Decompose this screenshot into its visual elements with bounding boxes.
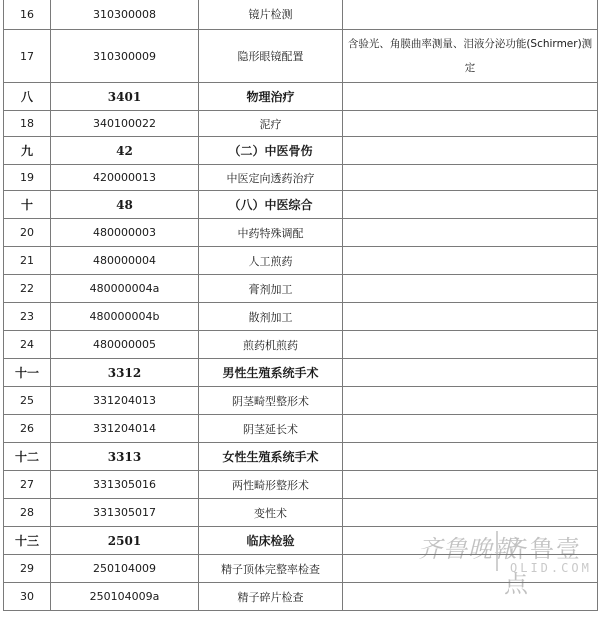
cell-serial-number: 29 [4, 555, 51, 583]
cell-item-code: 340100022 [51, 111, 199, 137]
table-row [4, 111, 598, 137]
category-row [4, 443, 598, 471]
cell-item-code: 48 [51, 191, 199, 219]
cell-item-code: 331305016 [51, 471, 199, 499]
cell-item-name: 两性畸形整形术 [199, 471, 343, 499]
cell-serial-number: 20 [4, 219, 51, 247]
cell-item-name: 精子碎片检查 [199, 583, 343, 611]
watermark-newspaper-name: 齐鲁晚報 [418, 535, 518, 563]
cell-item-name: 泥疗 [199, 111, 343, 137]
cell-serial-number: 27 [4, 471, 51, 499]
cell-note [343, 387, 598, 415]
cell-serial-number: 25 [4, 387, 51, 415]
table-row [4, 275, 598, 303]
table-row [4, 303, 598, 331]
cell-item-code: 420000013 [51, 165, 199, 191]
cell-note [343, 415, 598, 443]
cell-item-name: （八）中医综合 [199, 191, 343, 219]
cell-item-code: 3313 [51, 443, 199, 471]
cell-item-code: 331305017 [51, 499, 199, 527]
cell-serial-number: 28 [4, 499, 51, 527]
cell-item-name: 物理治疗 [199, 83, 343, 111]
cell-item-code: 480000005 [51, 331, 199, 359]
cell-serial-number: 21 [4, 247, 51, 275]
cell-note [343, 331, 598, 359]
cell-item-code: 480000004 [51, 247, 199, 275]
table-row [4, 415, 598, 443]
cell-item-code: 480000004a [51, 275, 199, 303]
cell-item-code: 310300008 [51, 0, 199, 30]
cell-note [343, 471, 598, 499]
cell-item-name: 男性生殖系统手术 [199, 359, 343, 387]
category-row [4, 83, 598, 111]
category-row [4, 137, 598, 165]
watermark-logo [418, 525, 598, 598]
cell-note [343, 83, 598, 111]
cell-serial-number: 十二 [4, 443, 51, 471]
cell-serial-number: 18 [4, 111, 51, 137]
cell-item-code: 250104009 [51, 555, 199, 583]
table-row [4, 471, 598, 499]
cell-item-name: 临床检验 [199, 527, 343, 555]
table-row [4, 219, 598, 247]
cell-note [343, 275, 598, 303]
cell-note [343, 247, 598, 275]
cell-serial-number: 19 [4, 165, 51, 191]
cell-item-code: 331204014 [51, 415, 199, 443]
cell-serial-number: 26 [4, 415, 51, 443]
cell-item-name: 中药特殊调配 [199, 219, 343, 247]
fee-items-table [3, 0, 598, 611]
cell-item-code: 331204013 [51, 387, 199, 415]
cell-note [343, 191, 598, 219]
cell-serial-number: 17 [4, 30, 51, 83]
cell-serial-number: 八 [4, 83, 51, 111]
cell-item-name: 中医定向透药治疗 [199, 165, 343, 191]
cell-item-name: （二）中医骨伤 [199, 137, 343, 165]
cell-note [343, 111, 598, 137]
cell-item-code: 3312 [51, 359, 199, 387]
cell-item-name: 隐形眼镜配置 [199, 30, 343, 83]
watermark-divider [496, 531, 498, 571]
cell-item-code: 250104009a [51, 583, 199, 611]
cell-item-code: 3401 [51, 83, 199, 111]
cell-item-name: 人工煎药 [199, 247, 343, 275]
cell-item-name: 阴茎延长术 [199, 415, 343, 443]
cell-note [343, 443, 598, 471]
cell-serial-number: 十 [4, 191, 51, 219]
cell-note [343, 0, 598, 30]
table-row [4, 30, 598, 83]
cell-note [343, 303, 598, 331]
cell-item-code: 42 [51, 137, 199, 165]
category-row [4, 359, 598, 387]
cell-note [343, 165, 598, 191]
table-row [4, 387, 598, 415]
cell-item-code: 310300009 [51, 30, 199, 83]
watermark-url: QLID.COM [510, 561, 592, 575]
category-row [4, 191, 598, 219]
table-row [4, 331, 598, 359]
table-row [4, 499, 598, 527]
cell-item-code: 480000003 [51, 219, 199, 247]
cell-serial-number: 24 [4, 331, 51, 359]
cell-serial-number: 十一 [4, 359, 51, 387]
cell-note [343, 359, 598, 387]
cell-item-name: 阴茎畸型整形术 [199, 387, 343, 415]
cell-note [343, 137, 598, 165]
cell-item-name: 变性术 [199, 499, 343, 527]
cell-serial-number: 九 [4, 137, 51, 165]
cell-serial-number: 23 [4, 303, 51, 331]
table-row [4, 247, 598, 275]
cell-item-name: 散剂加工 [199, 303, 343, 331]
cell-item-name: 镜片检测 [199, 0, 343, 30]
cell-item-code: 2501 [51, 527, 199, 555]
cell-note: 含验光、角膜曲率测量、泪液分泌功能(Schirmer)测定 [343, 30, 598, 83]
cell-item-code: 480000004b [51, 303, 199, 331]
cell-serial-number: 22 [4, 275, 51, 303]
cell-note [343, 499, 598, 527]
watermark-brand-name: 齐鲁壹点 [504, 535, 582, 598]
cell-item-name: 精子顶体完整率检查 [199, 555, 343, 583]
cell-item-name: 膏剂加工 [199, 275, 343, 303]
table-row [4, 0, 598, 30]
cell-item-name: 煎药机煎药 [199, 331, 343, 359]
cell-serial-number: 16 [4, 0, 51, 30]
cell-serial-number: 30 [4, 583, 51, 611]
cell-item-name: 女性生殖系统手术 [199, 443, 343, 471]
cell-note [343, 219, 598, 247]
table-row [4, 165, 598, 191]
cell-serial-number: 十三 [4, 527, 51, 555]
